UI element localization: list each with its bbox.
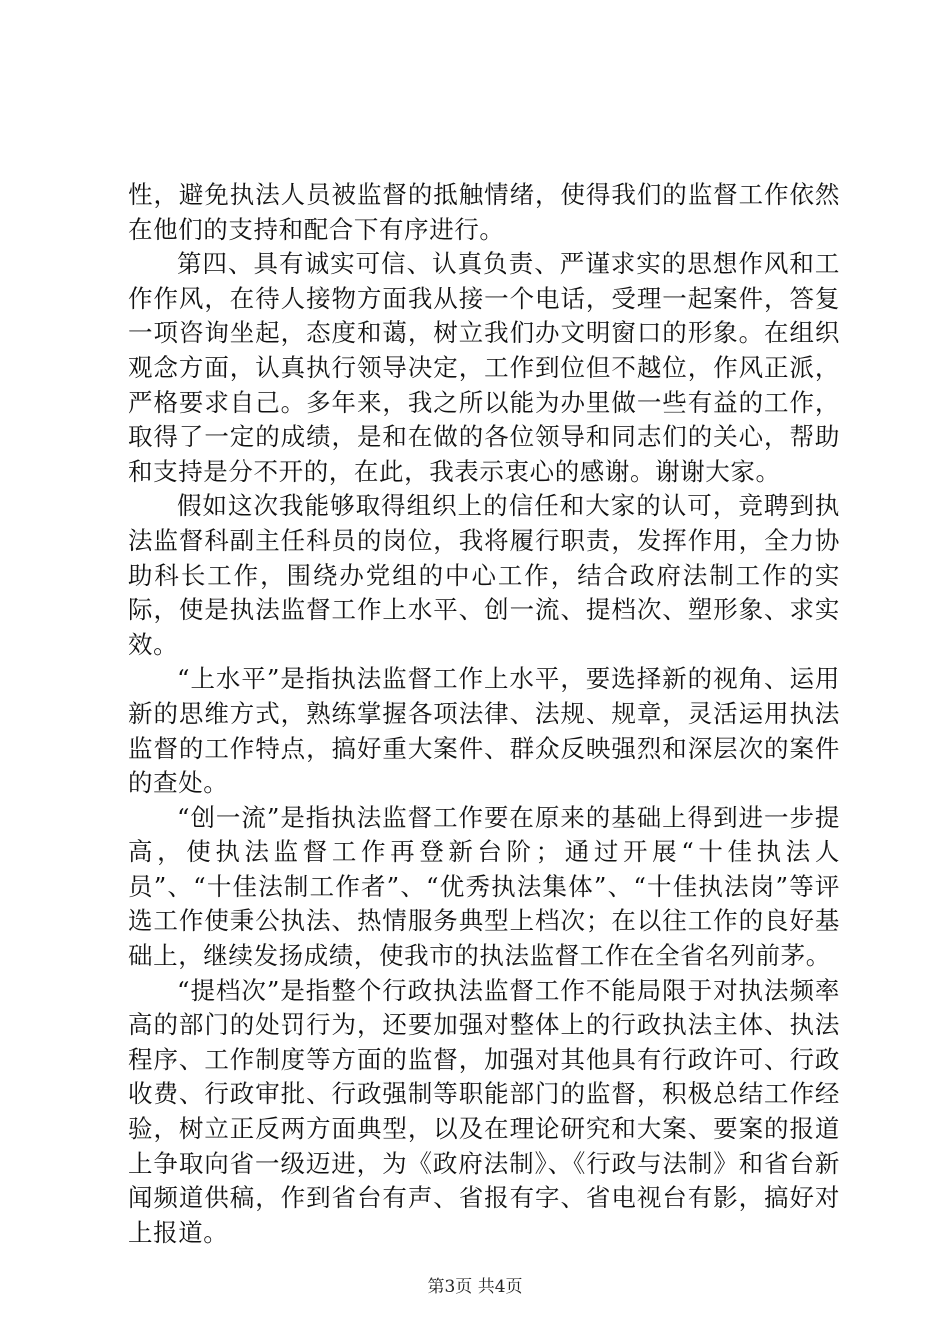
paragraph-2: 第四、具有诚实可信、认真负责、严谨求实的思想作风和工作作风，在待人接物方面我从接一个电话，受理一起案件，答复一项咨询坐起，态度和蔼，树立我们办文明窗口的形象。在组织观念方面，认真执行领导决定，工作到位但不越位，作风正派，严格要求自己。多年来，我之所以能为办里做一些有益的工作，取得了一定的成绩，是和在做的各位领导和同志们的关心，帮助和支持是分不开的，在此，我表示衷心的感谢。谢谢大家。 [128, 249, 840, 486]
paragraph-4: “上水平”是指执法监督工作上水平，要选择新的视角、运用新的思维方式，熟练掌握各项法律、法规、规章，灵活运用执法监督的工作特点，搞好重大案件、群众反映强烈和深层次的案件的查处。 [128, 664, 840, 798]
paragraph-3: 假如这次我能够取得组织上的信任和大家的认可，竞聘到执法监督科副主任科员的岗位，我将履行职责，发挥作用，全力协助科长工作，围绕办党组的中心工作，结合政府法制工作的实际，使是执法监督工作上水平、创一流、提档次、塑形象、求实效。 [128, 491, 840, 659]
paragraph-6: “提档次”是指整个行政执法监督工作不能局限于对执法频率高的部门的处罚行为，还要加强对整体上的行政执法主体、执法程序、工作制度等方面的监督，加强对其他具有行政许可、行政收费、行政审批、行政强制等职能部门的监督，积极总结工作经验，树立正反两方面典型，以及在理论研究和大案、要案的报道上争取向省一级迈进，为《政府法制》、《行政与法制》和省台新闻频道供稿，作到省台有声、省报有字、省电视台有影，搞好对上报道。 [128, 975, 840, 1247]
paragraph-1: 性，避免执法人员被监督的抵触情绪，使得我们的监督工作依然在他们的支持和配合下有序进行。 [128, 180, 840, 244]
document-body [128, 178, 840, 1250]
paragraph-5: “创一流”是指执法监督工作要在原来的基础上得到进一步提高，使执法监督工作再登新台阶；通过开展“十佳执法人员”、“十佳法制工作者”、“优秀执法集体”、“十佳执法岗”等评选工作使秉公执法、热情服务典型上档次；在以往工作的良好基础上，继续发扬成绩，使我市的执法监督工作在全省名列前茅。 [128, 802, 840, 971]
page-footer: 第3页 共4页 [427, 1277, 523, 1297]
